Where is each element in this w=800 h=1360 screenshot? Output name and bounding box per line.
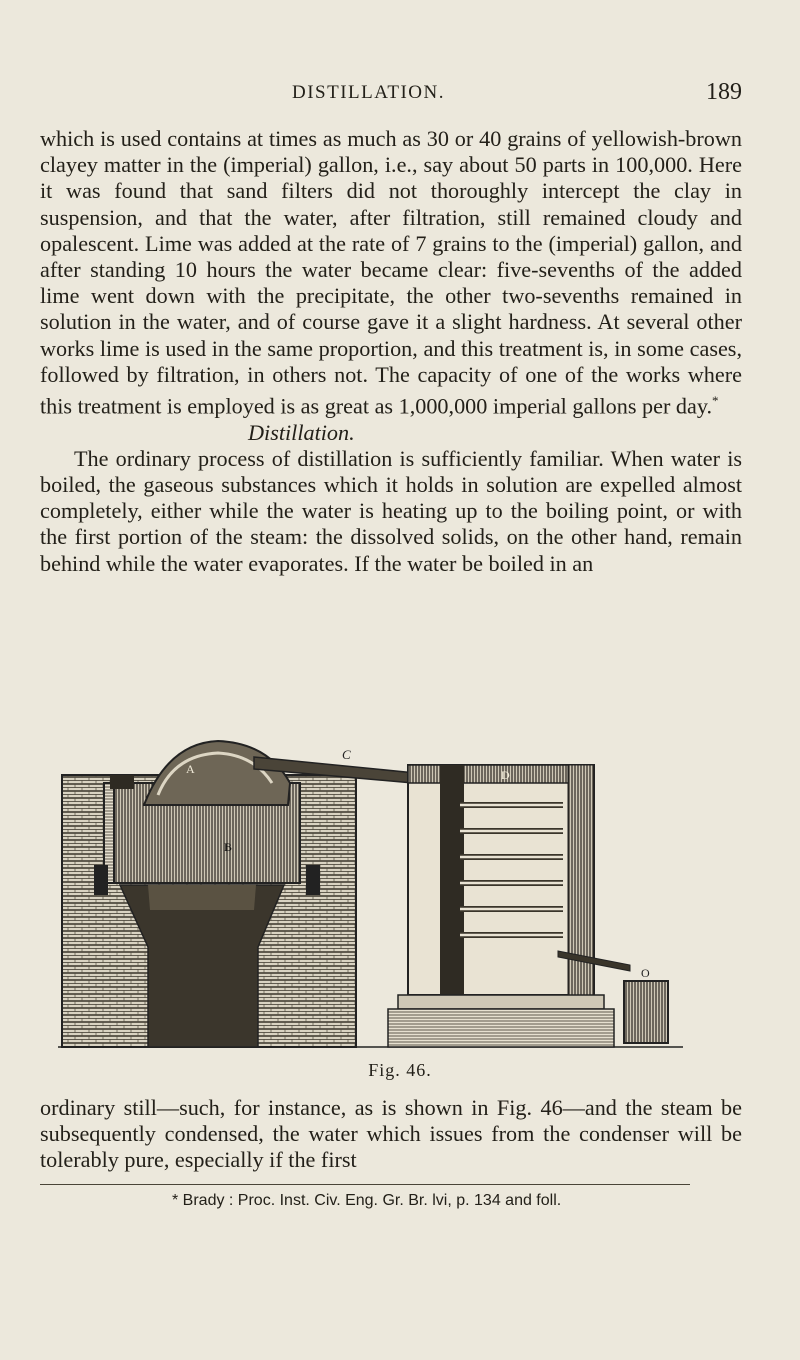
figure-caption: Fig. 46.	[368, 1060, 432, 1080]
section-heading: Distillation.	[248, 419, 355, 445]
body-paragraph-3: ordinary still—such, for instance, as is shown in Fig. 46—and the steam be subsequently condensed, the water which issues from the condenser will be tolerably pure, especially if the first	[40, 1095, 742, 1173]
body-paragraph-1: which is used contains at times as much as 30 or 40 grains of yellowish-brown clayey matter in the (imperial) gallon, i.e., say about 50 parts in 100,000. Here it was found that sand filters did not thoroughly intercept the clay in suspension, and that the water, after filtration, still remained cloudy and opalescent. Lime was added at the rate of 7 grains to the (imperial) gallon, and after standing 10 hours the water became clear: five-sevenths of the added lime went down with the precipitate, the other two-sevenths remained in solution in the water, and of course gave it a slight hardness. At several other works lime is used in the same proportion, and this treatment is, in some cases, followed by filtration, in others not. The capacity of one of the works where this treatment is employed is as great as 1,000,000 imperial gallons per day.*	[40, 126, 742, 419]
footnote: * Brady : Proc. Inst. Civ. Eng. Gr. Br. lvi, p. 134 and foll.	[172, 1192, 562, 1209]
running-head-title: DISTILLATION.	[292, 82, 446, 103]
running-header	[40, 79, 742, 108]
text-block-upper	[40, 126, 742, 577]
body-paragraph-2: The ordinary process of distillation is sufficiently familiar. When water is boiled, the gaseous substances which it holds in solution are expelled almost completely, either while the water is heating up to the boiling point, or with the first portion of the steam: the dissolved solids, on the other hand, remain behind while the water evaporates. If the water be boiled in an	[40, 445, 742, 576]
label-c: C	[342, 747, 351, 762]
condenser-tub	[388, 765, 614, 1047]
footnote-divider	[40, 1184, 690, 1185]
footnote-marker: *	[712, 393, 719, 409]
label-d: D	[501, 768, 510, 782]
label-b: B	[224, 840, 233, 854]
label-o: O	[641, 966, 650, 980]
page-number: 189	[706, 79, 742, 105]
text-block-lower	[40, 1095, 742, 1174]
still-illustration	[58, 735, 683, 1055]
label-a: A	[186, 762, 195, 776]
